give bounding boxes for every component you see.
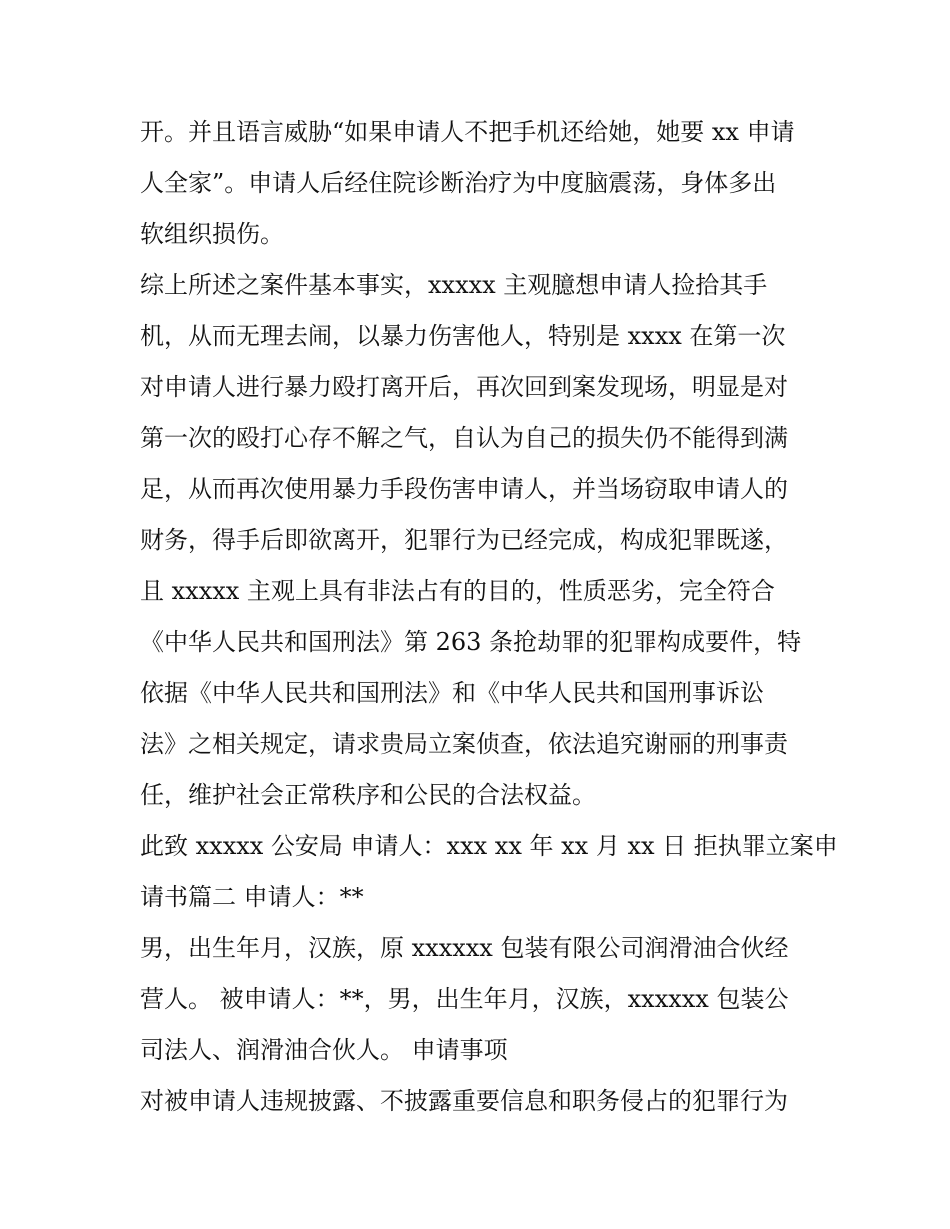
- text-line: 开。并且语言威胁“如果申请人不把手机还给她，她要 xx 申请: [140, 118, 795, 146]
- text-line: 依据《中华人民共和国刑法》和《中华人民共和国刑事诉讼: [140, 679, 764, 707]
- document-body: [140, 107, 838, 1127]
- text-line: 且 xxxxx 主观上具有非法占有的目的，性质恶劣，完全符合: [140, 577, 775, 605]
- text-line: 任，维护社会正常秩序和公民的合法权益。: [140, 781, 596, 809]
- text-line: 法》之相关规定，请求贵局立案侦查，依法追究谢丽的刑事责: [140, 730, 788, 758]
- text-line: 营人。 被申请人：**，男，出生年月，汉族，xxxxxx 包装公: [140, 985, 789, 1013]
- text-line: 司法人、润滑油合伙人。 申请事项: [140, 1036, 508, 1064]
- text-line: 对申请人进行暴力殴打离开后，再次回到案发现场，明显是对: [140, 373, 788, 401]
- text-line: 综上所述之案件基本事实，xxxxx 主观臆想申请人捡拾其手: [140, 271, 768, 299]
- text-line: 足，从而再次使用暴力手段伤害申请人，并当场窃取申请人的: [140, 475, 788, 503]
- text-line: 此致 xxxxx 公安局 申请人：xxx xx 年 xx 月 xx 日 拒执罪立案申: [140, 832, 838, 860]
- text-line: 机，从而无理去闹，以暴力伤害他人，特别是 xxxx 在第一次: [140, 322, 786, 350]
- text-line: 请书篇二 申请人：**: [140, 883, 364, 911]
- text-line: 《中华人民共和国刑法》第 263 条抢劫罪的犯罪构成要件，特: [140, 628, 802, 656]
- text-line: 财务，得手后即欲离开，犯罪行为已经完成，构成犯罪既遂，: [140, 526, 788, 554]
- text-line: 软组织损伤。: [140, 220, 284, 248]
- text-line: 第一次的殴打心存不解之气，自认为自己的损失仍不能得到满: [140, 424, 788, 452]
- text-line: 男，出生年月，汉族，原 xxxxxx 包装有限公司润滑油合伙经: [140, 934, 789, 962]
- text-line: 人全家”。申请人后经住院诊断治疗为中度脑震荡，身体多出: [140, 169, 777, 197]
- text-line: 对被申请人违规披露、不披露重要信息和职务侵占的犯罪行为: [140, 1087, 788, 1115]
